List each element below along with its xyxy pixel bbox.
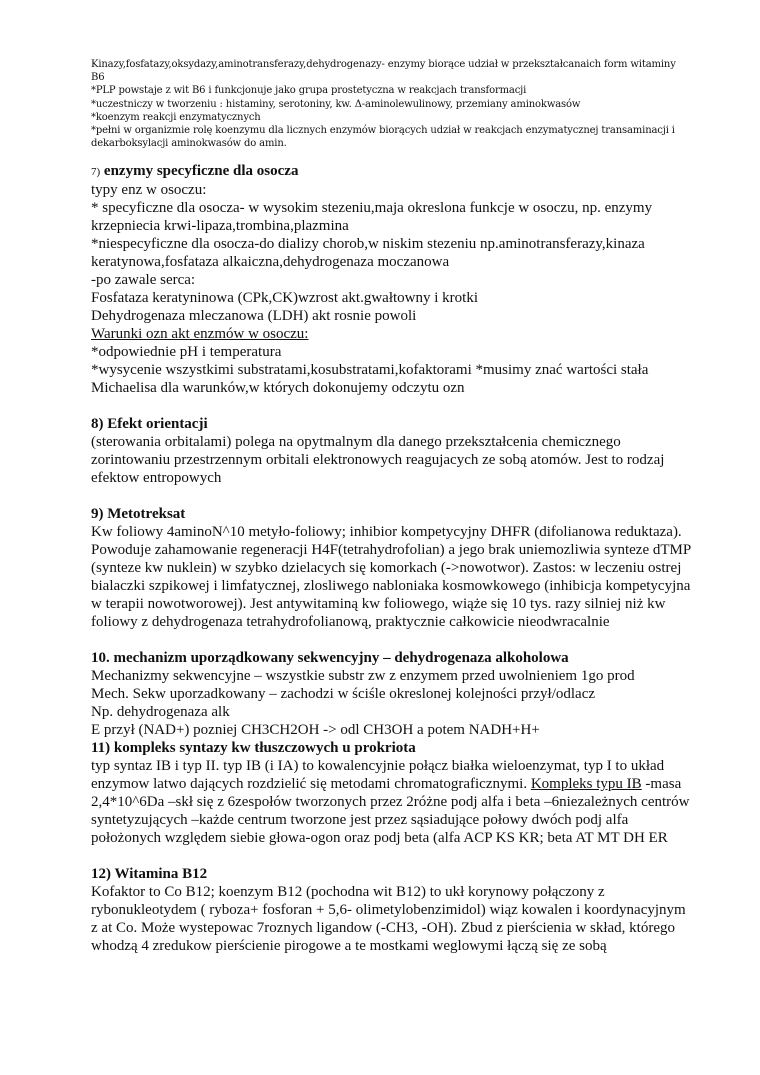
intro-line: *uczestniczy w tworzeniu : histaminy, serotoniny, kw. Δ-aminolewulinowy, przemiany aminokwasów <box>91 98 581 110</box>
section-10 <box>91 649 691 739</box>
section-7-subheading: Warunki ozn akt enzmów w osoczu: <box>91 326 309 343</box>
section-7 <box>91 162 691 397</box>
intro-line: *koenzym reakcji enzymatycznych <box>91 111 261 123</box>
section-10-line: E przył (NAD+) pozniej CH3CH2OH -> odl CH3OH a potem NADH+H+ <box>91 722 540 739</box>
section-7-line: typy enz w osoczu: <box>91 182 207 199</box>
section-11 <box>91 739 691 847</box>
section-7-title: enzymy specyficzne dla osocza <box>103 163 299 180</box>
section-10-line: Np. dehydrogenaza alk <box>91 704 230 721</box>
section-11-title: 11) kompleks syntazy kw tłuszczowych u prokriota <box>91 740 416 757</box>
section-12-text: Kofaktor to Co B12; koenzym B12 (pochodna wit B12) to ukł korynowy połączony z rybonukleotydem ( ryboza+ fosforan + 5,6- olimetylobenzimidol) wiąz kowalen i koordynacyjnym z at Co. Może wystepowac 7roznych ligandow (-CH3, -OH). Zbud z pierścienia w skład, którego whodzą 4 zredukow pierścienie pirogowe a te mostkami weglowymi łączą się ze sobą <box>91 884 686 955</box>
section-7-line: -po zawale serca: <box>91 272 196 289</box>
section-7-number: 7) <box>91 166 101 179</box>
section-9 <box>91 505 691 631</box>
section-7-line: *niespecyficzne dla osocza-do dializy chorob,w niskim stezeniu np.aminotransferazy,kinaza keratynowa,fosfataza alkaiczna,dehydrogenaza moczanowa <box>91 236 645 271</box>
section-11-text <box>91 757 691 847</box>
section-8-text: (sterowania orbitalami) polega na opytmalnym dla danego przekształcenia chemicznego zorintowaniu przestrzennym orbitali elektronowych reagujacych ze sobą atomów. Jest to rodzaj efektow entropowych <box>91 434 665 487</box>
section-7-line: Fosfataza keratyninowa (CPk,CK)wzrost akt.gwałtowny i krotki <box>91 290 479 307</box>
document-page <box>91 58 691 955</box>
section-11-text-a: typ syntaz IB i typ II. typ IB (i IA) to kowalencyjnie połącz białka wieloenzymat, typ I to układ enzymow latwo dających rozdzielić się metodami chromatograficznymi. <box>91 758 665 793</box>
section-12-title: 12) Witamina B12 <box>91 866 208 883</box>
section-7-line: * specyficzne dla osocza- w wysokim stezeniu,maja okreslona funkcje w osoczu, np. enzymy krzepniecia krwi-lipaza,trombina,plazmina <box>91 200 653 235</box>
section-11-text-b: -masa 2,4*10^6Da –skł się z 6zespołów tworzonych przez 2różne podj alfa i beta –6niezależnych centrów syntetyzujących –każde centrum tworzone jest przez sąsiadujące połowy dwóch podj alfa położonych względem siebie głowa-ogon oraz podj beta (alfa ACP KS KR; beta AT MT DH ER <box>91 776 690 847</box>
intro-line: *pełni w organizmie rolę koenzymu dla licznych enzymów biorących udział w reakcjach enzymatycznej transaminacji i dekarboksylacji aminokwasów do amin. <box>91 125 675 150</box>
section-7-line: *wysycenie wszystkimi substratami,kosubstratami,kofaktorami *musimy znać wartości stała Michaelisa dla warunków,w których dokonujemy odczytu ozn <box>91 362 649 397</box>
section-10-line: Mechanizmy sekwencyjne – wszystkie substr zw z enzymem przed uwolnieniem 1go prod <box>91 668 635 685</box>
section-9-title: 9) Metotreksat <box>91 506 186 523</box>
section-12 <box>91 865 691 955</box>
section-9-text: Kw foliowy 4aminoN^10 metyło-foliowy; inhibior kompetycyjny DHFR (difolianowa reduktaza). Powoduje zahamowanie regeneracji H4F(tetrahydrofolian) a jego brak uniemozliwia synteze dTMP (synteze kw nuklein) w szybko dzielacych się komorkach (->nowotwor). Zastos: w leczeniu ostrej bialaczki szpikowej i limfatycznej, zlosliwego nabloniaka kosmowkowego (inhibicja kompetycyjna w terapii nowotworowej). Jest antywitaminą kw foliowego, wiąże się 10 tys. razy silniej niż kw foliowy z dehydrogenaza tetrahydrofolianową, praktycznie całkowicie nieodwracalnie <box>91 524 691 631</box>
section-10-line: Mech. Sekw uporzadkowany – zachodzi w ściśle okreslonej kolejności przył/odlacz <box>91 686 596 703</box>
section-7-line: *odpowiednie pH i temperatura <box>91 344 282 361</box>
intro-line: Kinazy,fosfatazy,oksydazy,aminotransferazy,dehydrogenazy- enzymy biorące udział w przekształcanaich form witaminy B6 <box>91 59 676 84</box>
section-10-title: 10. mechanizm uporządkowany sekwencyjny – dehydrogenaza alkoholowa <box>91 650 569 667</box>
intro-block <box>91 58 691 150</box>
section-8-title: 8) Efekt orientacji <box>91 416 208 433</box>
section-11-underlined: Kompleks typu IB <box>530 776 642 793</box>
intro-line: *PLP powstaje z wit B6 i funkcjonuje jako grupa prostetyczna w reakcjach transformacji <box>91 85 527 97</box>
section-7-heading <box>91 162 691 181</box>
section-7-line: Dehydrogenaza mleczanowa (LDH) akt rosnie powoli <box>91 308 417 325</box>
section-8 <box>91 415 691 487</box>
